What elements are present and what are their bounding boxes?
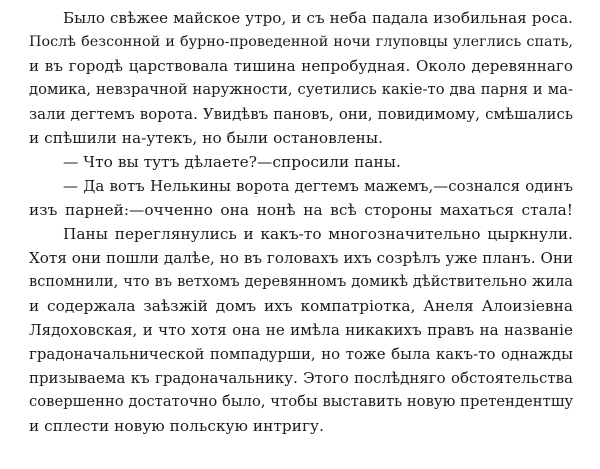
text-line: Паны переглянулись и какъ-то многозначительно цыркнули. xyxy=(63,225,573,243)
text-line: Лядоховская, и что хотя она не имѣла никакихъ правъ на названіе xyxy=(29,321,573,339)
text-line: и сплести новую польскую интригу. xyxy=(29,417,325,435)
text-line: призываема къ градоначальнику. Этого послѣдняго обстоятельства xyxy=(29,369,573,387)
text-line: вспомнили, что въ ветхомъ деревянномъ домикѣ дѣйствительно жила xyxy=(29,274,573,290)
text-line: Послѣ безсонной и бурно-проведенной ночи глуповцы улеглись спать, xyxy=(29,34,573,50)
text-line: совершенно достаточно было, чтобы выставить новую претендентшу xyxy=(29,393,574,410)
text-line: и въ городѣ царствовала тишина непробудная. Около деревяннаго xyxy=(29,57,573,75)
text-line: домика, невзрачной наружности, суетились какіе-то два парня и ма- xyxy=(29,81,573,98)
text-line: и содержала заѣзжій домъ ихъ компатріотка, Анеля Алоизіевна xyxy=(29,297,573,315)
text-line: Было свѣжее майское утро, и съ неба падала изобильная роса. xyxy=(63,9,573,27)
dialogue-line: — Да вотъ Нелькины ворота дегтемъ мажемъ,—сознался одинъ xyxy=(63,177,573,195)
text-line: зали дегтемъ ворота. Увидѣвъ пановъ, они, повидимому, смѣшались xyxy=(29,105,573,123)
text-line: изъ парней:—очченно она нонѣ на всѣ стороны махаться стала! xyxy=(29,201,573,219)
text-line: градоначальнической помпадурши, но тоже была какъ-то однажды xyxy=(29,345,573,363)
dialogue-line: — Что вы тутъ дѣлаете?—спросили паны. xyxy=(63,153,401,171)
text-line: и спѣшили на-утекъ, но были остановлены. xyxy=(29,129,384,147)
text-line: Хотя они пошли далѣе, но въ головахъ ихъ созрѣлъ уже планъ. Они xyxy=(29,249,574,267)
